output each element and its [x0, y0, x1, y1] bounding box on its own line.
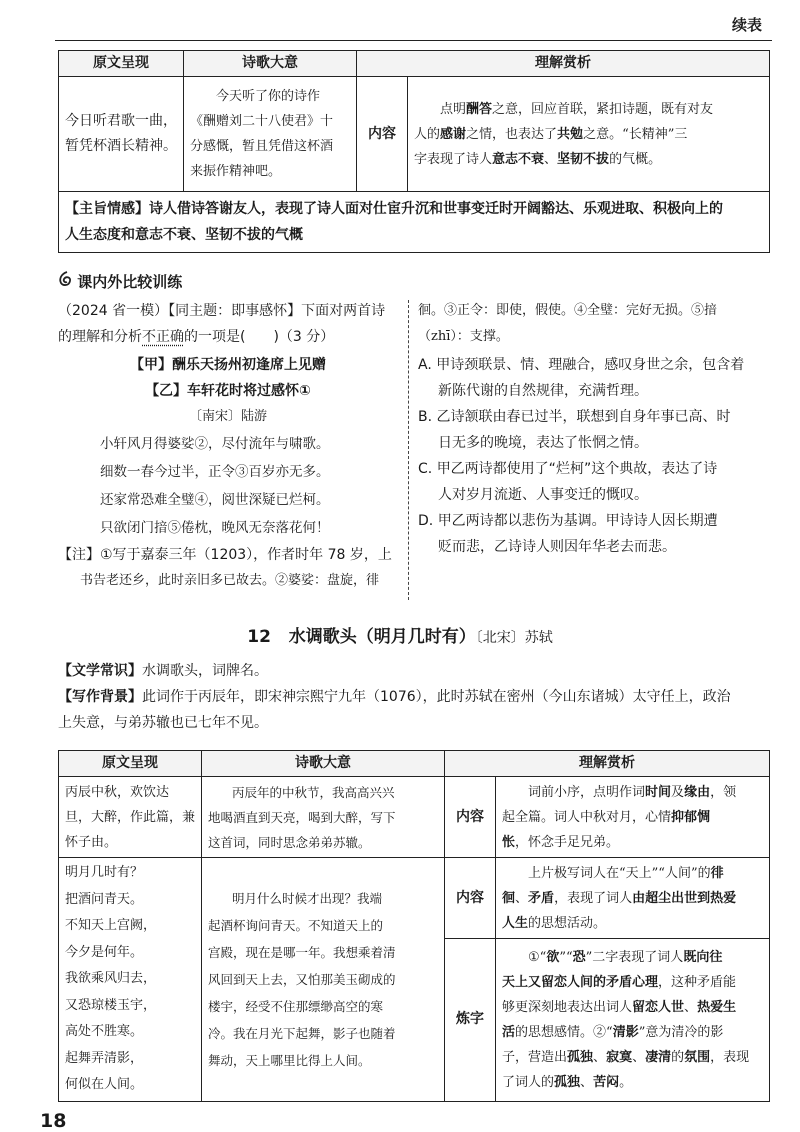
table-lesson: [58, 750, 770, 1102]
option-b[interactable]: B. 乙诗颔联由春已过半，联想到自身年事已高、时 日无多的晚境，表达了怅惘之情。: [418, 409, 731, 451]
col-meaning: 诗歌大意: [202, 751, 445, 777]
preface-meaning: 丙辰年的中秋节，我高高兴兴 地喝酒直到天亮，喝到大醉，写下 这首词，同时思念弟弟苏辙。: [202, 777, 445, 858]
column-divider: [408, 300, 409, 600]
analysis-cell: 点明酬答之意，回应首联，紧扣诗题，既有对友 人的感谢之情，也表达了共勉之意。“长精神”三 字表现了诗人意志不衰、坚韧不拔的气概。: [408, 77, 770, 192]
poem-b-title: 【乙】车轩花时将过感怀①: [145, 383, 311, 399]
section-title: 课内外比较训练: [58, 271, 182, 292]
exercise-right: [418, 298, 770, 560]
col-original: 原文呈现: [59, 51, 184, 77]
continued-label: 续表: [731, 16, 762, 34]
exercise-left: [58, 298, 398, 594]
verse-meaning: 明月什么时候才出现？我端 起酒杯询问青天。不知道天上的 宫殿，现在是哪一年。我想乘着清 风回到天上去，又怕那美玉砌成的 楼宇，经受不住那缥缈高空的寒 冷。我在月光下起舞，影子也随着 舞动，天上哪里比得上人间。: [202, 858, 445, 1102]
notes-3: 徊。③正令：即使，假使。④全璧：完好无损。⑤揞: [418, 303, 718, 318]
lesson-title: 12 水调歌头（明月几时有）〔北宋〕苏轼: [247, 627, 553, 647]
col-original: 原文呈现: [59, 751, 202, 777]
notes-1: 【注】①写于嘉泰三年（1203），作者时年 78 岁，上: [58, 547, 392, 563]
swirl-icon: [58, 271, 72, 291]
preface-original: 丙辰中秋，欢饮达 旦，大醉，作此篇，兼 怀子由。: [59, 777, 202, 858]
preface-type: 内容: [445, 777, 496, 858]
type-label: 内容: [357, 77, 408, 192]
exercise-intro-1: （2024 省一模）【同主题：即事感怀】下面对两首诗: [58, 303, 386, 319]
verse-original: 明月几时有？ 把酒问青天。 不知天上宫阙， 今夕是何年。 我欲乘风归去， 又恐琼楼玉宇， 高处不胜寒。 起舞弄清影， 何似在人间。: [59, 858, 202, 1102]
page-number: 18: [40, 1110, 67, 1132]
theme-row: 【主旨情感】诗人借诗答谢友人，表现了诗人面对仕宦升沉和世事变迁时开阔豁达、乐观进取、积极向上的 人生态度和意志不衰、坚韧不拔的气概: [59, 192, 770, 253]
poem-body: 小轩风月得婆娑②，尽付流年与啸歌。 细数一春今过半，正令③百岁亦无多。 还家常恐难全璧④，阅世深疑已烂柯。 只欲闭门揞⑤倦枕，晚风无奈落花何！: [100, 436, 330, 536]
col-analysis: 理解赏析: [445, 751, 770, 777]
notes-2: 书告老还乡，此时亲旧多已故去。②婆娑：盘旋，徘: [80, 573, 380, 588]
verse-analysis-words: ①“欲”“恐”二字表现了词人既向往 天上又留恋人间的矛盾心理，这种矛盾能 够更深刻地表达出词人留恋人世、热爱生 活的思想感情。②“清影”意为清冷的影 子，营造出孤独、寂寞、凄清的氛围，表现 了词人的孤独、苦闷。: [496, 939, 770, 1102]
option-d[interactable]: D. 甲乙两诗都以悲伤为基调。甲诗诗人因长期遭 贬而悲，乙诗诗人则因年华老去而悲。: [418, 513, 718, 555]
exercise-intro-2: 的理解和分析不正确的一项是( )（3 分）: [58, 329, 335, 345]
meaning-cell: 今天听了你的诗作 《酬赠刘二十八使君》十 分感慨，暂且凭借这杯酒 来振作精神吧。: [184, 77, 357, 192]
option-c[interactable]: C. 甲乙两诗都使用了“烂柯”这个典故，表达了诗 人对岁月流逝、人事变迁的慨叹。: [418, 461, 718, 503]
table-continued: [58, 50, 770, 253]
lesson-info: 【文学常识】水调歌头，词牌名。 【写作背景】此词作于丙辰年，即宋神宗熙宁九年（1076），此时苏轼在密州（今山东诸城）太守任上，政治 上失意，与弟苏辙也已七年不见。: [58, 663, 731, 731]
poem-author: 〔南宋〕陆游: [188, 409, 267, 424]
poem-a-title: 【甲】酬乐天扬州初逢席上见赠: [130, 357, 326, 373]
original-cell: 今日听君歌一曲， 暂凭杯酒长精神。: [59, 77, 184, 192]
verse-analysis-content: 上片极写词人在“天上”“人间”的徘 徊、矛盾，表现了词人由超尘出世到热爱 人生的思想活动。: [496, 858, 770, 939]
verse-type-words: 炼字: [445, 939, 496, 1102]
col-meaning: 诗歌大意: [184, 51, 357, 77]
col-analysis: 理解赏析: [357, 51, 770, 77]
preface-analysis: 词前小序，点明作词时间及缘由，领 起全篇。词人中秋对月，心情抑郁惆 怅，怀念手足兄弟。: [496, 777, 770, 858]
top-rule: [55, 40, 772, 41]
option-a[interactable]: A. 甲诗颈联景、情、理融合，感叹身世之余，包含着 新陈代谢的自然规律，充满哲理。: [418, 357, 745, 399]
notes-4: （zhī）：支撑。: [418, 329, 509, 344]
verse-type-content: 内容: [445, 858, 496, 939]
